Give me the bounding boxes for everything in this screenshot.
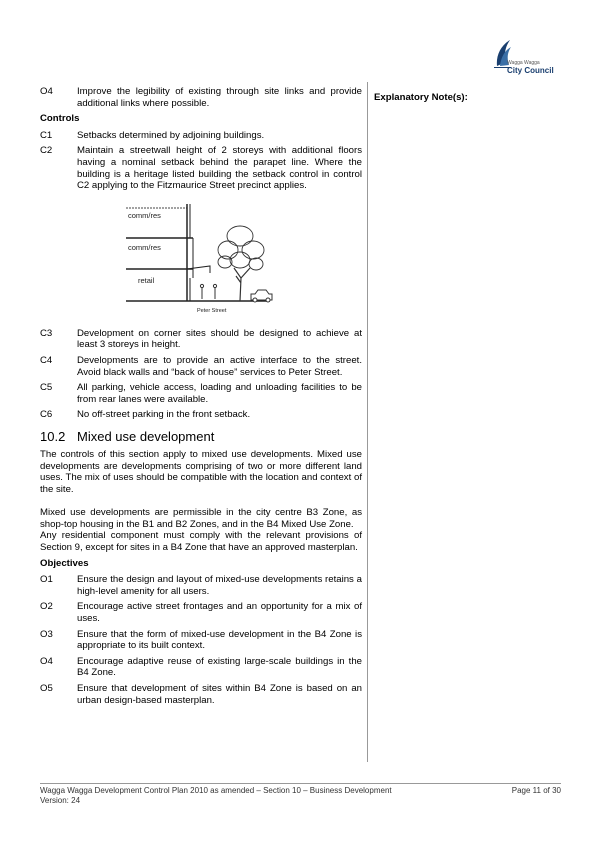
item-code: O2 — [40, 601, 53, 613]
objective-item — [40, 601, 362, 624]
item-text: Maintain a streetwall height of 2 storeys with additional floors having a nominal setback behind the parapet line. Where the building is a heritage listed building the setback control in control C2 applying to the Fitzmaurice Street precinct applies. — [77, 145, 362, 192]
controls-heading: Controls — [40, 113, 80, 125]
section-title: Mixed use development — [77, 428, 215, 444]
item-code: O4 — [40, 655, 53, 667]
item-code: O4 — [40, 86, 53, 97]
explanatory-notes-heading: Explanatory Note(s): — [374, 92, 468, 103]
item-text: Encourage active street frontages and an opportunity for a mix of uses. — [77, 601, 362, 625]
objective-item — [40, 656, 362, 679]
control-item — [40, 355, 362, 378]
item-code: C5 — [40, 382, 53, 394]
item-text: Encourage adaptive reuse of existing large-scale buildings in the B4 Zone. — [77, 655, 362, 679]
footer-version: Version: 24 — [40, 796, 81, 805]
label-peter-street: Peter Street — [197, 307, 227, 314]
item-text: Ensure the design and layout of mixed-use developments retains a high-level amenity for all users. — [77, 574, 362, 597]
column-divider — [367, 82, 368, 762]
control-item — [40, 382, 362, 405]
streetwall-section-illustration — [40, 198, 370, 320]
section-heading — [40, 429, 362, 445]
item-text: Development on corner sites should be designed to achieve at least 3 storeys in height. — [77, 327, 362, 351]
item-text: No off-street parking in the front setback. — [77, 409, 251, 421]
footer-title: Wagga Wagga Development Control Plan 2010 as amended – Section 10 – Business Development — [40, 786, 392, 795]
item-code: C4 — [40, 354, 53, 366]
section-diagram — [40, 198, 370, 320]
item-text: Improve the legibility of existing through site links and provide additional links where possible. — [77, 86, 362, 109]
item-code: O3 — [40, 628, 53, 640]
logo-line1: Wagga Wagga — [507, 60, 540, 66]
footer-divider — [40, 783, 561, 784]
item-text: Developments are to provide an active interface to the street. Avoid black walls and “back of house” services to Peter Street. — [77, 354, 362, 378]
item-text: All parking, vehicle access, loading and unloading facilities to be from rear lanes were available. — [77, 382, 362, 405]
item-code: C1 — [40, 129, 53, 141]
item-code: C6 — [40, 409, 53, 421]
objective-item — [40, 629, 362, 652]
intro-paragraph: The controls of this section apply to mixed use developments. Mixed use developments are developments comprising of two or more different land uses. The mix of uses should be compatible with the location and context of the site. — [40, 448, 362, 495]
council-logo — [492, 38, 562, 78]
item-code: O5 — [40, 683, 53, 694]
item-text: Setbacks determined by adjoining buildings. — [77, 129, 265, 141]
objective-item — [40, 683, 362, 706]
objectives-heading: Objectives — [40, 557, 89, 569]
item-text: Ensure that the form of mixed-use development in the B4 Zone is appropriate to its built context. — [77, 628, 362, 652]
item-code: C3 — [40, 327, 53, 339]
footer-document-info — [40, 786, 392, 806]
permissibility-paragraph: Mixed use developments are permissible in the city centre B3 Zone, as shop-top housing in the B1 and B2 Zones, and in the B4 Mixed Use Zone. — [40, 507, 362, 530]
item-text: Ensure that development of sites within B4 Zone is based on an urban design-based masterplan. — [77, 683, 362, 706]
control-item — [40, 409, 362, 421]
control-item — [40, 145, 362, 191]
item-code: C2 — [40, 145, 53, 157]
objective-item — [40, 86, 362, 109]
label-comm-res-upper: comm/res — [128, 210, 161, 220]
section-number: 10.2 — [40, 428, 66, 444]
footer-page-number: Page 11 of 30 — [511, 786, 561, 795]
logo-line2: City Council — [507, 66, 554, 75]
label-retail: retail — [138, 275, 155, 285]
item-code: O1 — [40, 574, 53, 586]
main-column — [40, 86, 362, 710]
label-comm-res-lower: comm/res — [128, 242, 161, 252]
residential-paragraph: Any residential component must comply with the relevant provisions of Section 9, except for sites in a B4 Zone that have an approved masterplan. — [40, 530, 362, 554]
control-item — [40, 328, 362, 351]
objective-item — [40, 574, 362, 597]
control-item — [40, 130, 362, 142]
